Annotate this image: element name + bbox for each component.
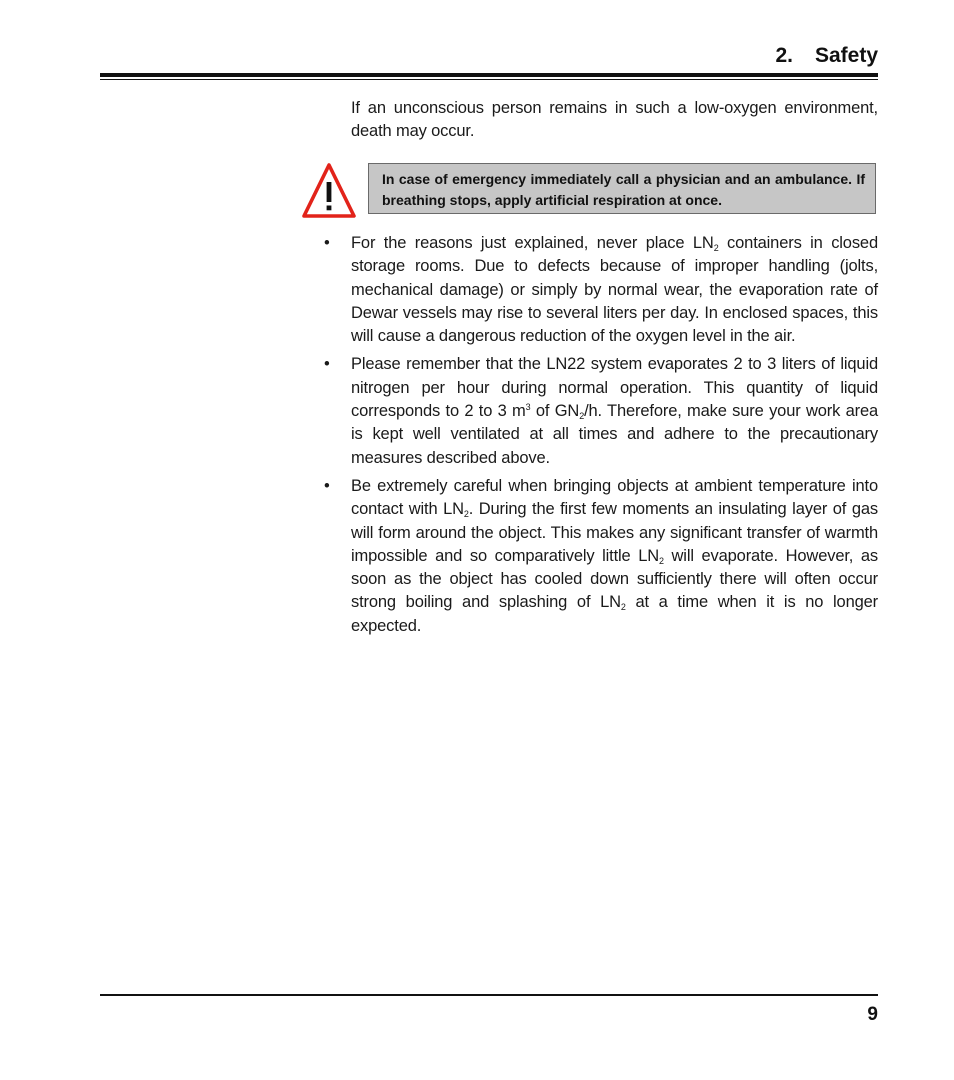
page-header-title — [775, 44, 878, 68]
bullet-text: . During the first few moments an insulating layer of gas will form around the object. This makes any significant transfer of warmth impossible and so comparatively little LN — [351, 500, 878, 565]
superscript: 3 — [525, 402, 531, 413]
bullet-symbol: • — [324, 234, 330, 252]
emergency-warning — [302, 162, 878, 218]
bullet-text: For the reasons just explained, never place LN — [351, 234, 714, 252]
warning-triangle-icon — [302, 162, 356, 218]
bullet-text: containers in closed storage rooms. Due to defects because of improper handling (jolts, mechanical damage) or simply by normal wear, the evaporation rate of Dewar vessels may rise to several liters per day. In enclosed spaces, this will cause a dangerous reduction of the oxygen level in the air. — [351, 234, 878, 346]
section-number: 2. — [775, 44, 793, 67]
bullet-text: Be extremely careful when bringing objects at ambient temperature into contact with LN — [351, 476, 878, 519]
header-rule-thick — [100, 73, 878, 77]
subscript: 2 — [713, 243, 719, 253]
intro-block — [351, 97, 878, 144]
header-rule-thin — [100, 79, 878, 80]
subscript: 2 — [659, 555, 664, 566]
subscript: 2 — [463, 509, 469, 520]
bullet-text: will evaporate. However, as soon as the object has cooled down sufficiently there will often occur strong boiling and splashing of LN — [351, 546, 878, 612]
subscript: 2 — [620, 602, 626, 613]
bullet-symbol: • — [324, 355, 330, 374]
bullet-item — [322, 475, 878, 638]
intro-paragraph: If an unconscious person remains in such a low-oxygen environment, death may occur. — [351, 99, 878, 141]
page-number: 9 — [867, 1004, 878, 1025]
warning-message-box: In case of emergency immediately call a physician and an ambulance. If breathing stops, apply artificial respiration at once. — [368, 163, 876, 214]
safety-bullet-list — [322, 232, 878, 643]
bullet-symbol: • — [324, 476, 330, 495]
footer-rule — [100, 994, 878, 996]
subscript: 2 — [579, 411, 585, 422]
bullet-item — [322, 353, 878, 469]
bullet-item — [322, 232, 878, 348]
section-title: Safety — [814, 44, 878, 67]
bullet-text: Please remember that the LN22 system evaporates 2 to 3 liters of liquid nitrogen per hour during normal operation. This quantity of liquid corresponds to 2 to 3 m — [351, 355, 878, 421]
bullet-text: /h. Therefore, make sure your work area is kept well ventilated at all times and adhere to the precautionary measures described above. — [351, 402, 878, 467]
bullet-text: of GN — [530, 402, 580, 421]
bullet-text: at a time when it is no longer expected. — [351, 593, 878, 635]
